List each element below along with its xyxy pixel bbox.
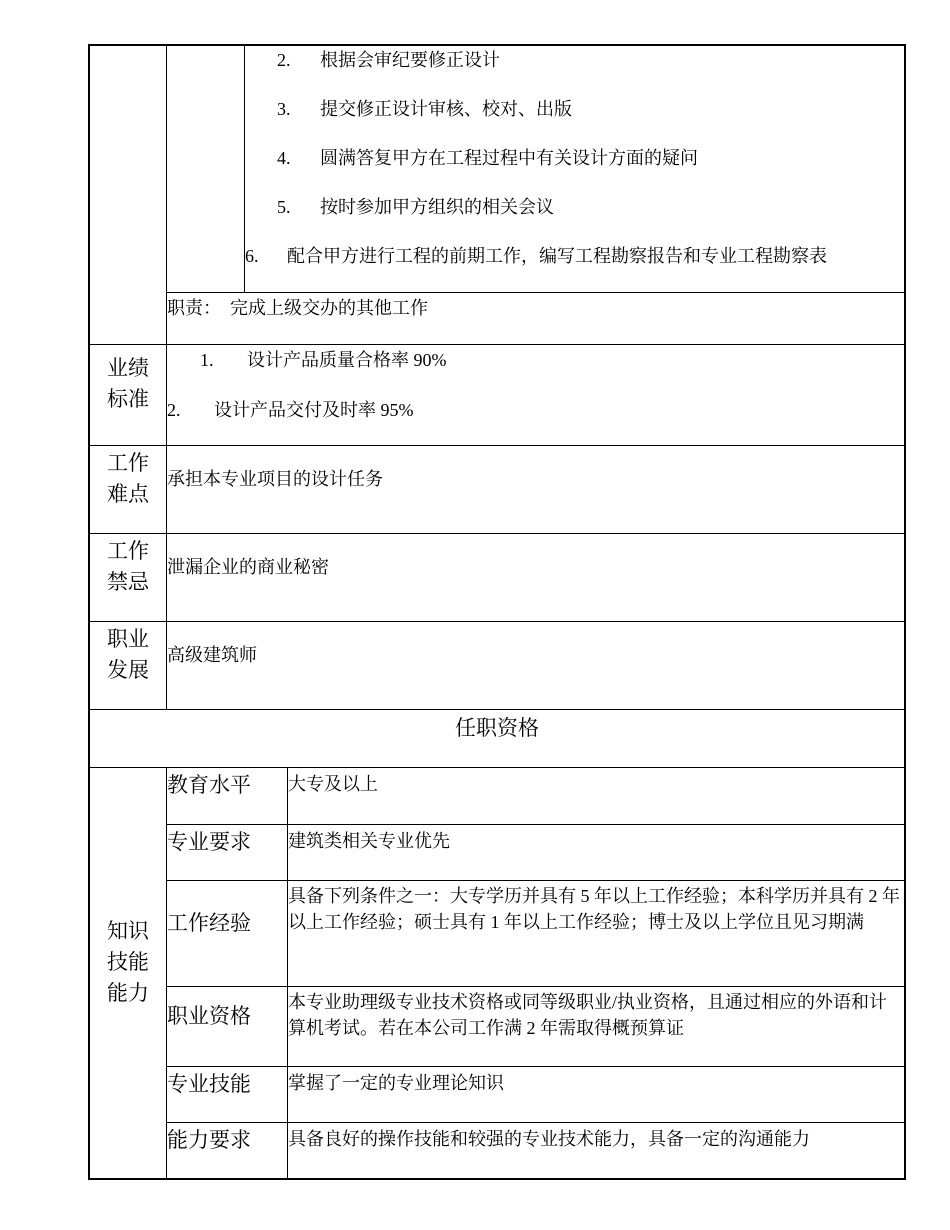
performance-item-text: 设计产品质量合格率 90%: [247, 350, 447, 370]
knowledge-label-line: 技能: [107, 950, 149, 974]
row-divider: [166, 292, 906, 293]
performance-item-text: 设计产品交付及时率 95%: [214, 400, 414, 420]
taboo-label: [90, 536, 166, 598]
row-divider: [88, 621, 906, 622]
duty-item-text: 圆满答复甲方在工程过程中有关设计方面的疑问: [320, 148, 698, 168]
duty-item-text: 根据会审纪要修正设计: [320, 50, 500, 70]
career-label: [90, 624, 166, 686]
duty-item-number: 3.: [277, 99, 291, 119]
career-label-line: 职业: [107, 627, 149, 651]
taboo-label-line: 工作: [107, 539, 149, 563]
duty-item-number: 4.: [277, 148, 291, 168]
row-divider: [166, 986, 906, 987]
duty-other: 职责： 完成上级交办的其他工作: [167, 298, 428, 318]
skill-text: 掌握了一定的专业理论知识: [288, 1073, 504, 1093]
performance-label-line: 业绩: [107, 356, 149, 380]
experience-label: 工作经验: [167, 911, 251, 935]
row-divider: [88, 344, 906, 345]
difficulty-label: [90, 448, 166, 510]
row-divider: [88, 533, 906, 534]
experience-text: 具备下列条件之一：大专学历并具有 5 年以上工作经验；本科学历并具有 2 年以上工作经验；硕士具有 1 年以上工作经验；博士及以上学位且见习期满: [288, 886, 900, 932]
row-divider: [166, 1066, 906, 1067]
row-divider: [88, 709, 906, 710]
qualifications-title: 任职资格: [455, 716, 539, 740]
difficulty-label-line: 工作: [107, 451, 149, 475]
ability-label: 能力要求: [167, 1128, 251, 1152]
performance-item-number: 2.: [167, 400, 181, 420]
row-divider: [88, 767, 906, 768]
certification-text: 本专业助理级专业技术资格或同等级职业/执业资格，且通过相应的外语和计算机考试。若在本公司工作满 2 年需取得概预算证: [288, 992, 887, 1038]
education-text: 大专及以上: [288, 774, 378, 794]
performance-item-number: 1.: [200, 350, 214, 370]
career-text: 高级建筑师: [167, 645, 257, 665]
duty-item-text: 配合甲方进行工程的前期工作，编写工程勘察报告和专业工程勘察表: [287, 246, 827, 266]
duty-item-text: 按时参加甲方组织的相关会议: [320, 197, 554, 217]
knowledge-label-line: 能力: [107, 981, 149, 1005]
knowledge-label: [90, 916, 166, 1009]
skill-label: 专业技能: [167, 1072, 251, 1096]
performance-label: [90, 353, 166, 415]
major-label: 专业要求: [167, 830, 251, 854]
taboo-label-line: 禁忌: [107, 570, 149, 594]
ability-text: 具备良好的操作技能和较强的专业技术能力，具备一定的沟通能力: [288, 1129, 810, 1149]
education-label: 教育水平: [167, 773, 251, 797]
row-divider: [88, 445, 906, 446]
performance-label-line: 标准: [107, 387, 149, 411]
col-divider-label: [166, 44, 167, 710]
career-label-line: 发展: [107, 658, 149, 682]
row-divider: [166, 824, 906, 825]
duty-item-number: 2.: [277, 50, 291, 70]
major-text: 建筑类相关专业优先: [288, 831, 450, 851]
duty-item-text: 提交修正设计审核、校对、出版: [320, 99, 572, 119]
difficulty-text: 承担本专业项目的设计任务: [167, 469, 383, 489]
row-divider: [166, 1122, 906, 1123]
duty-item-number: 5.: [277, 197, 291, 217]
certification-label: 职业资格: [167, 1004, 251, 1028]
row-divider: [166, 880, 906, 881]
taboo-text: 泄漏企业的商业秘密: [167, 557, 329, 577]
knowledge-label-line: 知识: [107, 919, 149, 943]
difficulty-label-line: 难点: [107, 482, 149, 506]
duty-item-number: 6.: [245, 246, 259, 266]
